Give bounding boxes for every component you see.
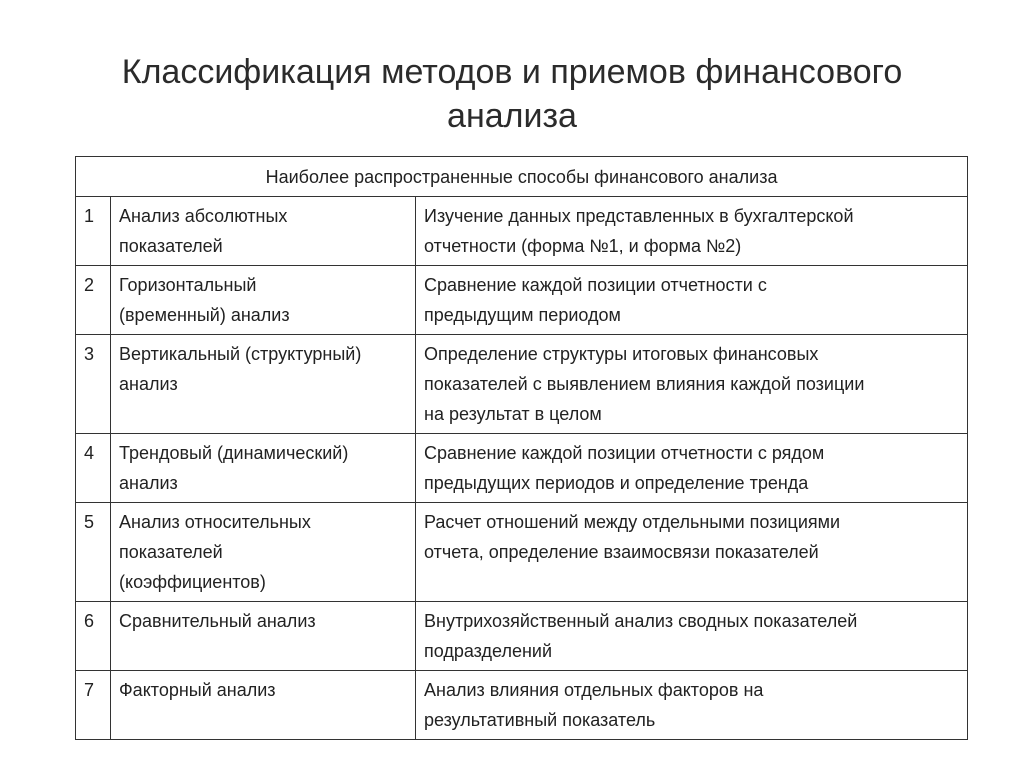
description-text-line: Внутрихозяйственный анализ сводных показателей: [424, 611, 858, 631]
description-cell: [416, 503, 968, 602]
method-text-line: Вертикальный (структурный): [119, 344, 362, 364]
method-text-line: Горизонтальный: [119, 275, 257, 295]
method-cell: [111, 434, 416, 503]
slide-title-line-1: Классификация методов и приемов финансового: [121, 53, 903, 91]
description-text-line: Определение структуры итоговых финансовых: [424, 344, 819, 364]
description-text-line: отчета, определение взаимосвязи показателей: [424, 542, 819, 562]
method-text-line: Факторный анализ: [119, 680, 276, 700]
description-cell: [416, 602, 968, 671]
row-number-cell: 2: [76, 266, 111, 335]
method-cell: [111, 671, 416, 740]
description-text-line: Сравнение каждой позиции отчетности с: [424, 275, 767, 295]
method-cell: [111, 503, 416, 602]
table-body: [76, 197, 968, 740]
methods-table: [75, 156, 968, 740]
method-text-line: (временный) анализ: [119, 305, 290, 325]
description-text-line: предыдущих периодов и определение тренда: [424, 473, 809, 493]
method-text-line: Трендовый (динамический): [119, 443, 349, 463]
description-text-line: подразделений: [424, 641, 553, 661]
row-number-cell: 1: [76, 197, 111, 266]
description-cell: [416, 335, 968, 434]
table-row: [76, 266, 968, 335]
method-text-line: анализ: [119, 374, 178, 394]
table-row: [76, 335, 968, 434]
method-text-line: Сравнительный анализ: [119, 611, 316, 631]
method-text-line: Анализ абсолютных: [119, 206, 288, 226]
table-row: [76, 602, 968, 671]
row-number-cell: 5: [76, 503, 111, 602]
description-text-line: Сравнение каждой позиции отчетности с рядом: [424, 443, 825, 463]
description-cell: [416, 434, 968, 503]
method-text-line: (коэффициентов): [119, 572, 266, 592]
slide-title-line-2: анализа: [447, 97, 577, 135]
description-text-line: Изучение данных представленных в бухгалтерской: [424, 206, 854, 226]
description-cell: [416, 197, 968, 266]
description-text-line: Расчет отношений между отдельными позициями: [424, 512, 841, 532]
method-cell: [111, 335, 416, 434]
description-text-line: показателей с выявлением влияния каждой позиции: [424, 374, 865, 394]
row-number-cell: 4: [76, 434, 111, 503]
description-cell: [416, 266, 968, 335]
description-text-line: предыдущим периодом: [424, 305, 621, 325]
description-text-line: результативный показатель: [424, 710, 656, 730]
method-text-line: показателей: [119, 542, 223, 562]
method-cell: [111, 266, 416, 335]
row-number-cell: 7: [76, 671, 111, 740]
description-cell: [416, 671, 968, 740]
method-cell: [111, 602, 416, 671]
method-cell: [111, 197, 416, 266]
description-text-line: на результат в целом: [424, 404, 602, 424]
row-number-cell: 3: [76, 335, 111, 434]
row-number-cell: 6: [76, 602, 111, 671]
table-row: [76, 503, 968, 602]
table-row: [76, 197, 968, 266]
table-header: Наиболее распространенные способы финансового анализа: [76, 157, 968, 197]
method-text-line: показателей: [119, 236, 223, 256]
method-text-line: анализ: [119, 473, 178, 493]
description-text-line: отчетности (форма №1, и форма №2): [424, 236, 742, 256]
description-text-line: Анализ влияния отдельных факторов на: [424, 680, 764, 700]
table-header-row: [76, 157, 968, 197]
table-row: [76, 434, 968, 503]
slide-title: [0, 50, 1024, 138]
table-row: [76, 671, 968, 740]
method-text-line: Анализ относительных: [119, 512, 311, 532]
